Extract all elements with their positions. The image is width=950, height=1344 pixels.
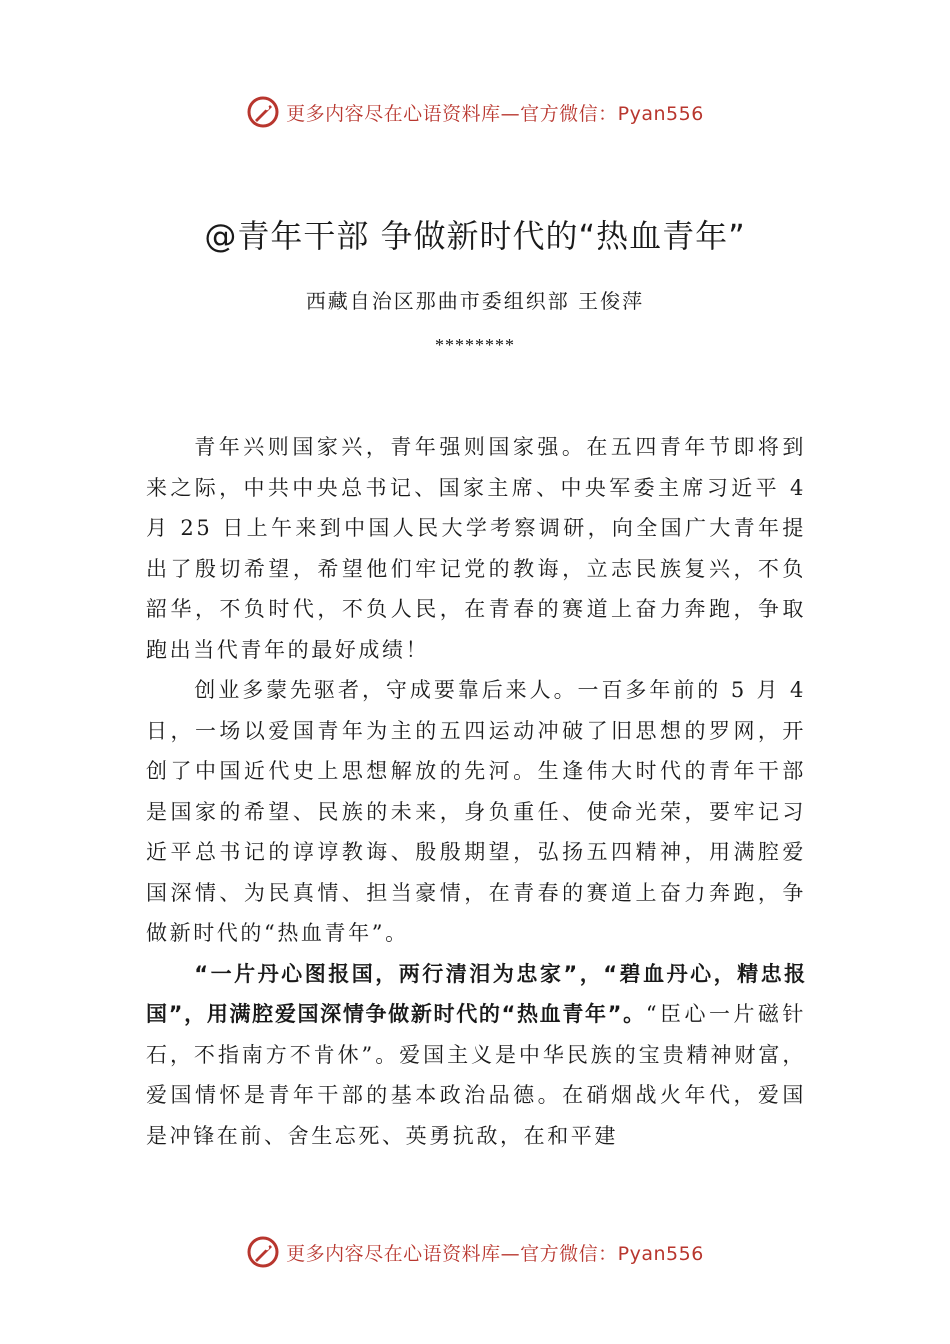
paragraph-3 (146, 954, 806, 1157)
banner-text: 更多内容尽在心语资料库—官方微信：Pyan556 (286, 102, 704, 125)
article-title: @青年干部 争做新时代的“热血青年” (204, 217, 746, 255)
pen-logo-icon (246, 95, 280, 129)
separator: ******** (435, 335, 515, 355)
article-author: 西藏自治区那曲市委组织部 王俊萍 (305, 289, 645, 313)
header-banner (0, 92, 950, 132)
pen-logo-icon (246, 1235, 280, 1269)
paragraph-3-heading: “一片丹心图报国，两行清泪为忠家”，“碧血丹心，精忠报国”，用满腔爱国深情争做新时代的“热血青年”。 (146, 961, 806, 1026)
footer-banner (0, 1232, 950, 1272)
article-body (146, 427, 806, 1156)
paragraph-2: 创业多蒙先驱者，守成要靠后来人。一百多年前的 5 月 4 日，一场以爱国青年为主的五四运动冲破了旧思想的罗网，开创了中国近代史上思想解放的先河。生逢伟大时代的青年干部是国家的希望、民族的未来，身负重任、使命光荣，要牢记习近平总书记的谆谆教诲、殷殷期望，弘扬五四精神，用满腔爱国深情、为民真情、担当豪情，在青春的赛道上奋力奔跑，争做新时代的“热血青年”。 (146, 678, 806, 945)
banner-text: 更多内容尽在心语资料库—官方微信：Pyan556 (286, 1242, 704, 1265)
paragraph-3-text: “臣心一片磁针石，不指南方不肯休”。爱国主义是中华民族的宝贵精神财富，爱国情怀是青年干部的基本政治品德。在硝烟战火年代，爱国是冲锋在前、舍生忘死、英勇抗敌，在和平建 (146, 1002, 807, 1148)
paragraph-1: 青年兴则国家兴，青年强则国家强。在五四青年节即将到来之际，中共中央总书记、国家主席、中央军委主席习近平 4 月 25 日上午来到中国人民大学考察调研，向全国广大青年提出了殷切希望，希望他们牢记党的教诲，立志民族复兴，不负韶华，不负时代，不负人民，在青春的赛道上奋力奔跑，争取跑出当代青年的最好成绩！ (146, 435, 806, 662)
